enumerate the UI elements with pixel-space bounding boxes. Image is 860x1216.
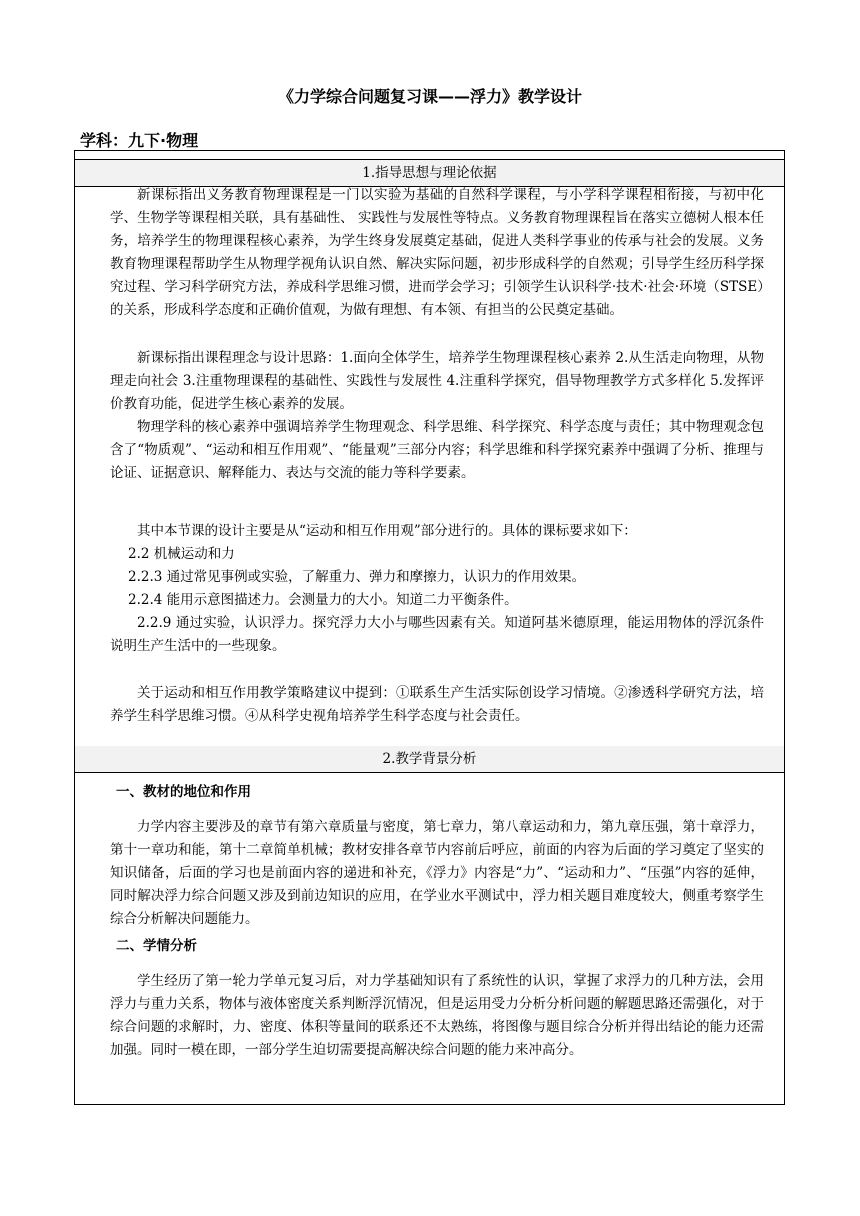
section2-header: 2.教学背景分析 bbox=[75, 746, 784, 773]
subject-label: 学科：九下·物理 bbox=[80, 131, 199, 150]
section1-header: 1.指导思想与理论依据 bbox=[75, 160, 784, 187]
section1-top-border bbox=[75, 159, 784, 160]
standard-item: 2.2.9 通过实验，认识浮力。探究浮力大小与哪些因素有关。知道阿基米德原理，能运用物体的浮沉条件说明生产生活中的一些现象。 bbox=[110, 615, 764, 654]
section2-heading-students: 二、学情分析 bbox=[116, 938, 197, 954]
section2-paragraph-students: 学生经历了第一轮力学单元复习后，对力学基础知识有了系统性的认识，掌握了求浮力的几种方法，会用浮力与重力关系，物体与液体密度关系判断浮沉情况，但是运用受力分析分析问题的解题思路还需强化，对于综合问题的求解时，力、密度、体积等量间的联系还不太熟练，将图像与题目综合分析并得出结论的能力还需加强。同时一模在即，一部分学生迫切需要提高解决综合问题的能力来冲高分。 bbox=[110, 973, 764, 1058]
section1-paragraph-principles: 新课标指出课程理念与设计思路：1.面向全体学生，培养学生物理课程核心素养 2.从生活走向物理，从物理走向社会 3.注重物理课程的基础性、实践性与发展性 4.注重科学探究，倡导物理教学方式多样化 5.发挥评价教育功能，促进学生核心素养的发展。 bbox=[110, 350, 764, 412]
section1-paragraph-curriculum: 新课标指出义务教育物理课程是一门以实验为基础的自然科学课程，与小学科学课程相衔接，与初中化学、生物学等课程相关联，具有基础性、 实践性与发展性等特点。义务教育物理课程旨在落实立德树人根本任务，培养学生的物理课程核心素养，为学生终身发展奠定基础，促进人类科学事业的传承与社会的发展。义务教育物理课程帮助学生从物理学视角认识自然、解决实际问题，初步形成科学的自然观；引导学生经历科学探究过程、学习科学研究方法，养成科学思维习惯，进而学会学习；引领学生认识科学·技术·社会·环境（STSE）的关系，形成科学态度和正确价值观，为做有理想、有本领、有担当的公民奠定基础。 bbox=[110, 187, 764, 318]
design-table bbox=[74, 150, 785, 1105]
section2-paragraph-textbook: 力学内容主要涉及的章节有第六章质量与密度，第七章力，第八章运动和力，第九章压强，第十章浮力，第十一章功和能，第十二章简单机械；教材安排各章节内容前后呼应，前面的内容为后面的学习奠定了坚实的知识储备，后面的学习也是前面内容的递进和补充，《浮力》内容是“力”、“运动和力”、“压强”内容的延伸，同时解决浮力综合问题又涉及到前边知识的应用，在学业水平测试中，浮力相关题目难度较大，侧重考察学生综合分析解决问题能力。 bbox=[110, 819, 764, 927]
section1-paragraph-strategy: 关于运动和相互作用教学策略建议中提到：①联系生产生活实际创设学习情境。②渗透科学研究方法，培养学生科学思维习惯。④从科学史视角培养学生科学态度与社会责任。 bbox=[110, 685, 764, 724]
standard-item: 2.2.3 通过常见事例或实验，了解重力、弹力和摩擦力，认识力的作用效果。 bbox=[128, 569, 586, 585]
standard-item: 2.2 机械运动和力 bbox=[128, 546, 235, 562]
document-title: 《力学综合问题复习课——浮力》教学设计 bbox=[277, 87, 582, 106]
standard-item: 2.2.4 能用示意图描述力。会测量力的大小。知道二力平衡条件。 bbox=[128, 592, 518, 608]
section2-heading-textbook: 一、教材的地位和作用 bbox=[116, 784, 251, 800]
section1-paragraph-core-literacy: 物理学科的核心素养中强调培养学生物理观念、科学思维、科学探究、科学态度与责任；其中物理观念包含了“物质观”、“运动和相互作用观”、“能量观”三部分内容；科学思维和科学探究素养中强调了分析、推理与论证、证据意识、解释能力、表达与交流的能力等科学要素。 bbox=[110, 419, 764, 481]
section1-paragraph-design-focus: 其中本节课的设计主要是从“运动和相互作用观”部分进行的。具体的课标要求如下： bbox=[137, 523, 637, 539]
